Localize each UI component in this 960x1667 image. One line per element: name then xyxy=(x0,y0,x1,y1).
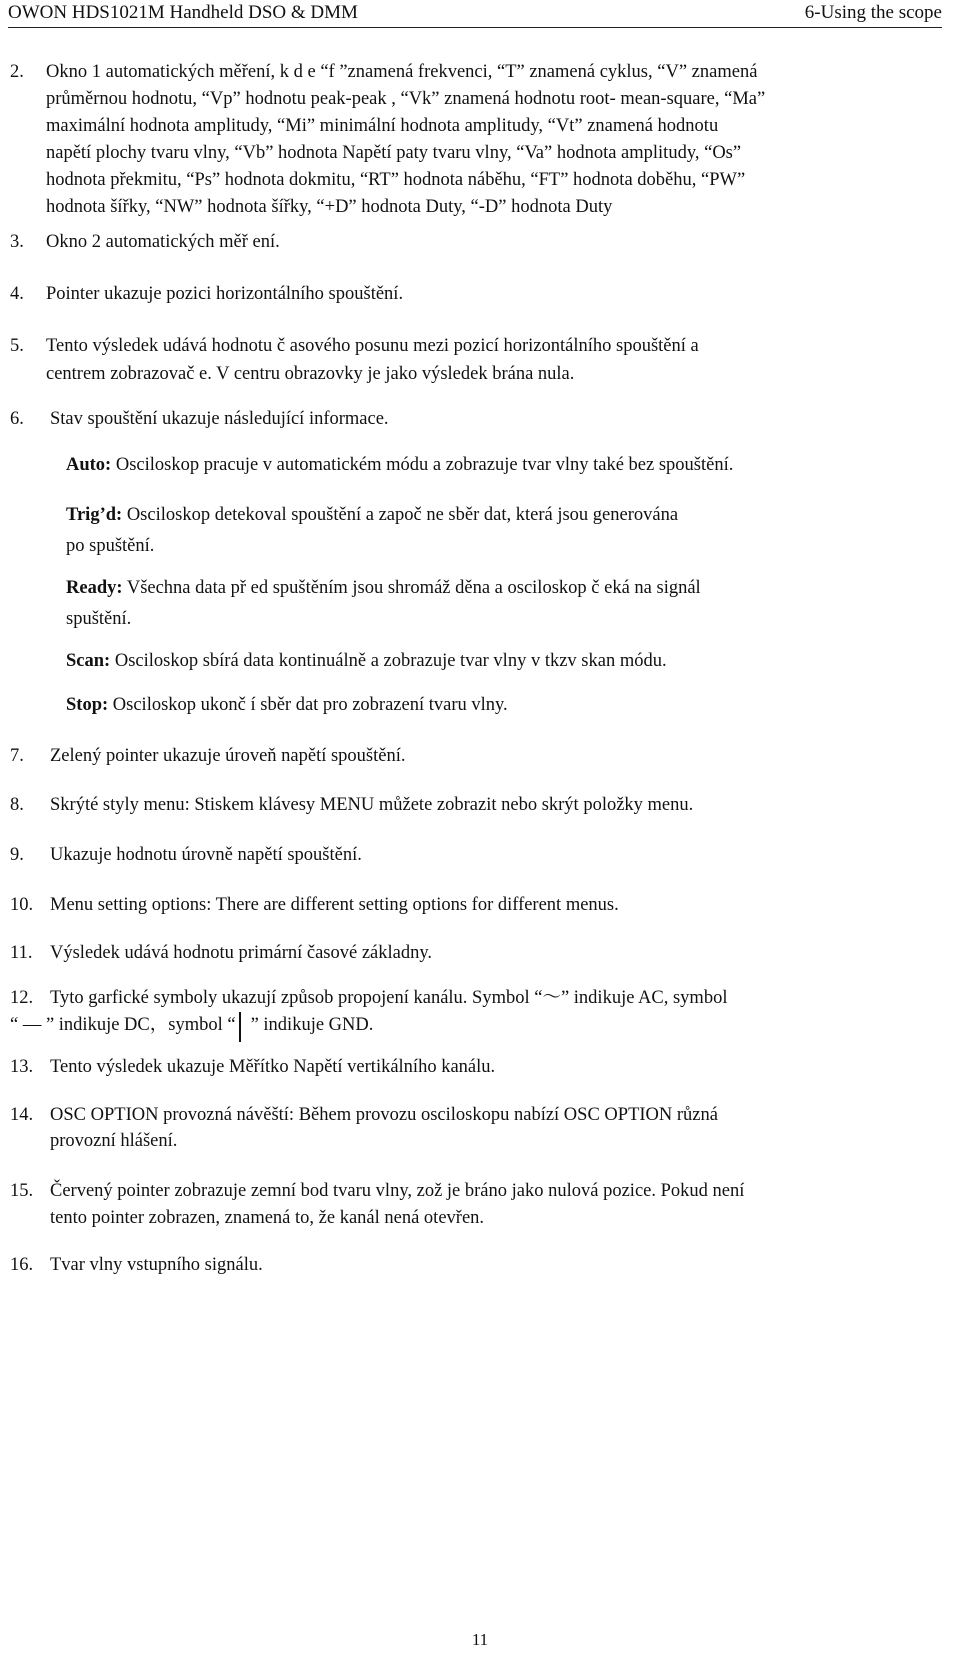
state-text: Všechna data př ed spuštěním jsou shromáž děna a osciloskop č eká na signál xyxy=(126,578,701,598)
item-text-line: provozní hlášení. xyxy=(50,1131,178,1151)
item-text-line: maximální hodnota amplitudy, “Mi” minimální hodnota amplitudy, “Vt” znamená hodnotu xyxy=(46,116,719,136)
state-stop xyxy=(66,692,508,719)
item-number: 8. xyxy=(10,795,24,815)
item-number: 11. xyxy=(10,943,33,963)
list-item xyxy=(10,892,619,919)
item-text: Červený pointer zobrazuje zemní bod tvaru vlny, zož je bráno jako nulová pozice. Pokud není xyxy=(50,1181,745,1201)
item-text-line: průměrnou hodnotu, “Vp” hodnotu peak-peak , “Vk” znamená hodnotu root- mean-square, “Ma” xyxy=(46,89,766,109)
list-item xyxy=(10,229,280,256)
item-number: 5. xyxy=(10,336,24,356)
item-text: Zelený pointer ukazuje úroveň napětí spouštění. xyxy=(50,746,406,766)
state-text: Osciloskop detekoval spouštění a započ ne sběr dat, která jsou generována xyxy=(126,505,679,525)
state-scan xyxy=(66,648,667,675)
item-number: 7. xyxy=(10,746,24,766)
item-text-line: hodnota šířky, “NW” hodnota šířky, “+D” hodnota Duty, “-D” hodnota Duty xyxy=(46,197,613,217)
item-number: 16. xyxy=(10,1255,34,1275)
list-item xyxy=(10,1054,495,1081)
item-text-line: centrem zobrazovač e. V centru obrazovky je jako výsledek brána nula. xyxy=(46,364,575,384)
state-text: Osciloskop pracuje v automatickém módu a zobrazuje tvar vlny také bez spouštění. xyxy=(115,455,734,475)
item-text-line: tento pointer zobrazen, znamená to, že kanál nená otevřen. xyxy=(50,1208,485,1228)
item-number: 12. xyxy=(10,988,34,1008)
list-item xyxy=(10,1178,744,1205)
list-item xyxy=(10,842,362,869)
state-label: Trig’d: xyxy=(66,505,123,525)
item-text: Tyto garfické symboly ukazují způsob propojení kanálu. Symbol “～” indikuje AC, symbol xyxy=(50,988,728,1008)
dc-symbol-text: “ — ” indikuje DC，symbol “ xyxy=(10,1015,236,1035)
item-text: Tvar vlny vstupního signálu. xyxy=(50,1255,263,1275)
item-number: 3. xyxy=(10,232,24,252)
item-text: Pointer ukazuje pozici horizontálního spouštění. xyxy=(46,284,404,304)
page-header xyxy=(8,0,942,28)
item-text: Okno 1 automatických měření, k d e “f ”znamená frekvenci, “T” znamená cyklus, “V” znamená xyxy=(46,62,758,82)
gnd-symbol-text: ” indikuje GND. xyxy=(250,1015,374,1035)
list-item xyxy=(10,792,693,819)
list-item xyxy=(10,406,389,433)
state-text: Osciloskop ukonč í sběr dat pro zobrazení tvaru vlny. xyxy=(112,695,508,715)
item-text: Okno 2 automatických měř ení. xyxy=(46,232,280,252)
list-item xyxy=(10,1102,718,1129)
state-trigd xyxy=(66,502,678,529)
state-text: Osciloskop sbírá data kontinuálně a zobrazuje tvar vlny v tkzv skan módu. xyxy=(114,651,667,671)
item-text: Menu setting options: There are different setting options for different menus. xyxy=(50,895,619,915)
item-number: 14. xyxy=(10,1105,34,1125)
gnd-symbol-icon xyxy=(239,1012,241,1042)
state-label: Scan: xyxy=(66,651,111,671)
state-ready xyxy=(66,575,701,602)
header-title: OWON HDS1021M Handheld DSO & DMM xyxy=(8,2,358,23)
list-item xyxy=(10,985,727,1012)
item-text: Stav spouštění ukazuje následující informace. xyxy=(50,409,389,429)
state-label: Auto: xyxy=(66,455,112,475)
item-number: 2. xyxy=(10,62,24,82)
item-text: Skrýté styly menu: Stiskem klávesy MENU můžete zobrazit nebo skrýt položky menu. xyxy=(50,795,694,815)
item-text: OSC OPTION provozná návěští: Během provozu osciloskopu nabízí OSC OPTION různá xyxy=(50,1105,718,1125)
list-item xyxy=(10,1252,263,1279)
item-text: Tento výsledek udává hodnotu č asového posunu mezi pozicí horizontálního spouštění a xyxy=(46,336,699,356)
item-number: 15. xyxy=(10,1181,34,1201)
item-number: 9. xyxy=(10,845,24,865)
item-text: Ukazuje hodnotu úrovně napětí spouštění. xyxy=(50,845,362,865)
item-number: 6. xyxy=(10,409,24,429)
list-item xyxy=(10,940,432,967)
list-item xyxy=(10,59,757,86)
header-section: 6-Using the scope xyxy=(804,2,942,23)
item-text: Tento výsledek ukazuje Měřítko Napětí vertikálního kanálu. xyxy=(50,1057,496,1077)
item-number: 10. xyxy=(10,895,34,915)
item-number: 13. xyxy=(10,1057,34,1077)
list-item xyxy=(10,743,406,770)
item-text-line: hodnota překmitu, “Ps” hodnota dokmitu, “RT” hodnota náběhu, “FT” hodnota doběhu, “PW” xyxy=(46,170,746,190)
list-item xyxy=(10,333,699,360)
item-number: 4. xyxy=(10,284,24,304)
page-number: 11 xyxy=(471,1630,489,1649)
item-text-line xyxy=(10,1012,373,1042)
state-auto xyxy=(66,452,733,479)
item-text-line: napětí plochy tvaru vlny, “Vb” hodnota Napětí paty tvaru vlny, “Va” hodnota amplitudy, “Os” xyxy=(46,143,742,163)
state-label: Stop: xyxy=(66,695,109,715)
state-text-line: po spuštění. xyxy=(66,536,155,556)
state-text-line: spuštění. xyxy=(66,609,132,629)
state-label: Ready: xyxy=(66,578,123,598)
list-item xyxy=(10,281,403,308)
item-text: Výsledek udává hodnotu primární časové základny. xyxy=(50,943,433,963)
